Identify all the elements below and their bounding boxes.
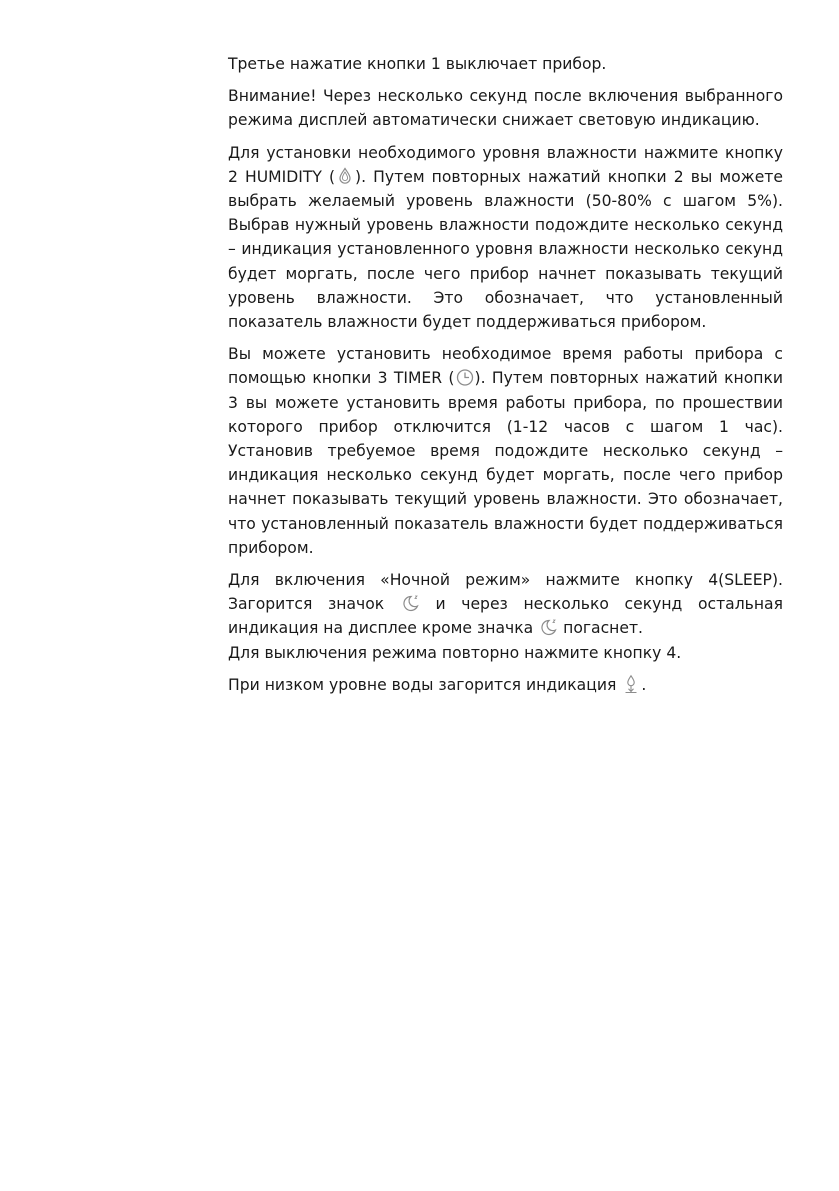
humidity-drop-icon: [335, 166, 355, 186]
paragraph-text: и через несколько секунд остальная индикация на дисплее кроме значка: [228, 595, 783, 638]
paragraph-text: Внимание! Через несколько секунд после включения выбранного режима дисплей автоматически снижает световую индикацию.: [228, 87, 783, 130]
instruction-text: [228, 52, 783, 705]
paragraph-text: .: [641, 675, 647, 694]
paragraph-text: Для выключения режима повторно нажмите кнопку 4.: [228, 643, 682, 662]
paragraph-timer: [228, 342, 783, 560]
sleep-moon-icon: [538, 617, 558, 637]
paragraph-text: погаснет.: [558, 619, 644, 638]
paragraph-text: При низком уровне воды загорится индикация: [228, 675, 622, 694]
paragraph-humidity: [228, 141, 783, 335]
timer-clock-icon: [455, 367, 475, 387]
paragraph-text: Для включения «Ночной режим» нажмите кнопку 4(SLEEP). Загорится значок: [228, 571, 783, 614]
paragraph-attention: [228, 84, 783, 132]
paragraph-low-water: [228, 673, 783, 697]
paragraph-sleep-off: [228, 641, 783, 665]
paragraph-text: Третье нажатие кнопки 1 выключает прибор.: [228, 55, 607, 73]
low-water-icon: [621, 674, 641, 694]
paragraph-text: Вы можете установить необходимое время работы прибора с помощью кнопки 3 TIMER (: [228, 345, 783, 388]
paragraph-sleep: [228, 568, 783, 641]
paragraph-text: ). Путем повторных нажатий кнопки 2 вы можете выбрать желаемый уровень влажности (50-80% с шагом 5%). Выбрав нужный уровень влажности подождите несколько секунд – индикация установленного уровня влажности несколько секунд будет моргать, после чего прибор начнет показывать текущий уровень влажности. Это обозначает, что установленный показатель влажности будет поддерживаться прибором.: [228, 167, 783, 332]
paragraph-button1-off: [228, 52, 783, 76]
paragraph-text: Для установки необходимого уровня влажности нажмите кнопку 2 HUMIDITY (: [228, 143, 783, 186]
paragraph-text: ). Путем повторных нажатий кнопки 3 вы можете установить время работы прибора, по прошествии которого прибор отключится (1-12 часов с шагом 1 час). Установив требуемое время подождите несколько секунд – индикация несколько секунд будет моргать, после чего прибор начнет показывать текущий уровень влажности. Это обозначает, что установленный показатель влажности будет поддерживаться прибором.: [228, 369, 784, 557]
sleep-moon-icon: [400, 593, 420, 613]
